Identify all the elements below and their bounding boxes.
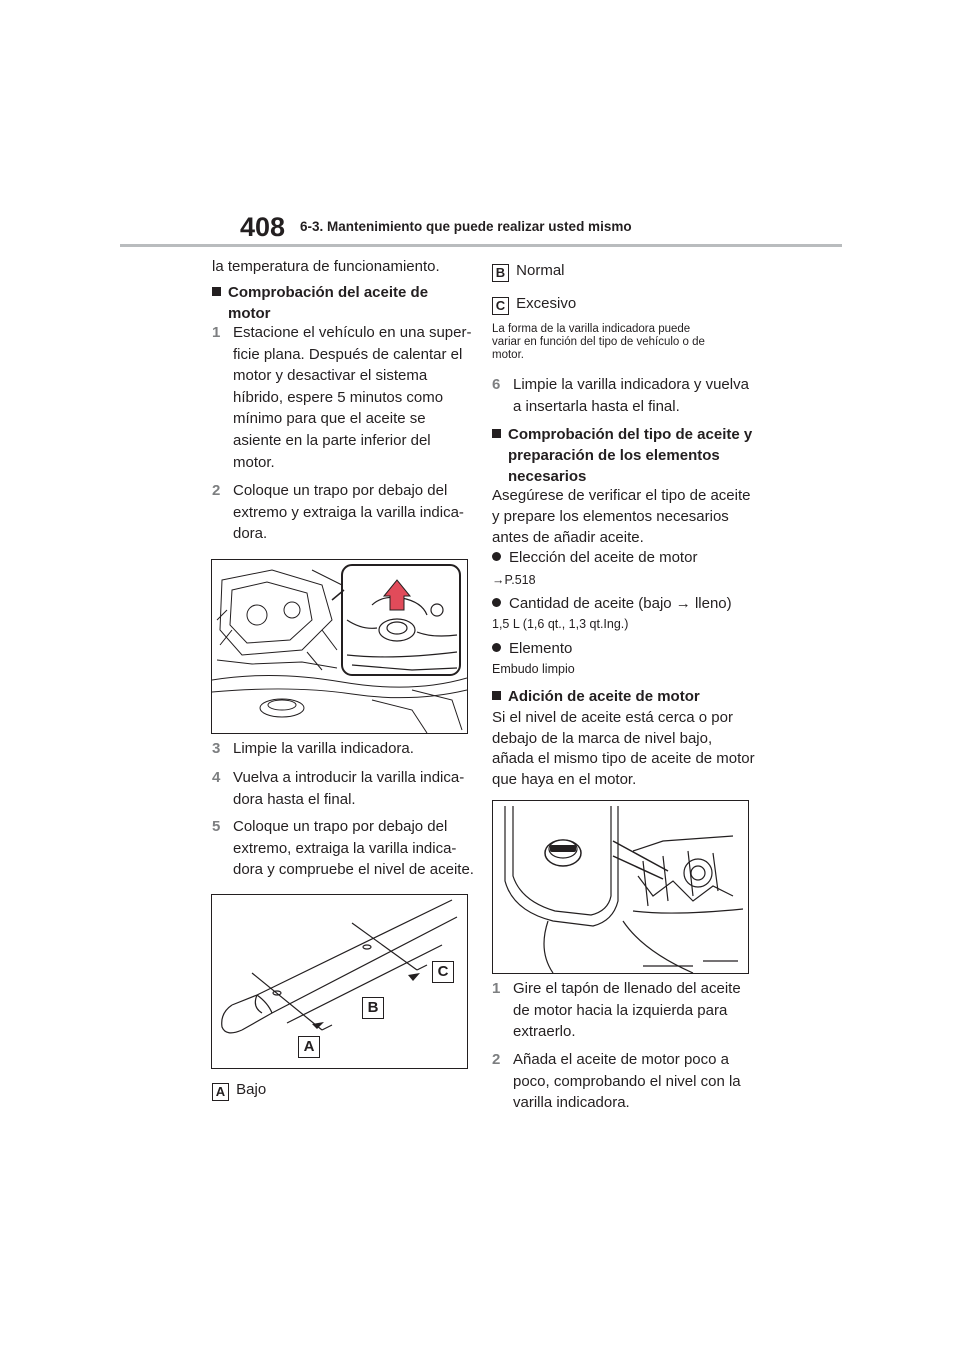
add-oil-paragraph xyxy=(492,708,757,790)
legend-text: Bajo xyxy=(236,1081,267,1098)
step-line: Vuelva a introducir la varilla indica- xyxy=(233,769,465,786)
paragraph-line: debajo de la marca de nivel bajo, xyxy=(492,729,713,747)
paragraph-line: que haya en el motor. xyxy=(492,770,637,788)
legend-text: Normal xyxy=(516,262,565,279)
legend-letter-box: A xyxy=(212,1083,229,1101)
heading-line: Adición de aceite de motor xyxy=(508,688,700,705)
paragraph-line: antes de añadir aceite. xyxy=(492,529,644,546)
step-line: Gire el tapón de llenado del aceite xyxy=(513,980,741,997)
step-number: 3 xyxy=(212,740,221,757)
page-reference-link[interactable]: →P.518 xyxy=(492,573,536,587)
round-bullet-icon xyxy=(492,598,501,607)
heading-oil-check xyxy=(212,282,462,324)
legend-c xyxy=(492,293,576,315)
heading-line: motor xyxy=(228,305,271,322)
step-line: Coloque un trapo por debajo del xyxy=(233,482,448,499)
note-line: La forma de la varilla indicadora puede xyxy=(492,323,691,335)
dipstick-label-c: C xyxy=(432,961,454,983)
step-3 xyxy=(212,738,472,759)
engine-bay-drawing xyxy=(212,560,467,733)
magnified-inset xyxy=(342,565,460,675)
step-line: Estacione el vehículo en una super- xyxy=(233,324,472,341)
note-line: motor. xyxy=(492,349,524,361)
bullet-item xyxy=(492,638,572,659)
step-number: 1 xyxy=(492,980,501,997)
filler-cap xyxy=(545,840,581,866)
step-line: Limpie la varilla indicadora. xyxy=(233,740,414,757)
legend-a xyxy=(212,1079,266,1101)
step-number: 6 xyxy=(492,376,501,393)
bullet-oil-quantity xyxy=(492,593,732,614)
section-title: 6-3. Mantenimiento que puede realizar usted mismo xyxy=(300,219,632,234)
step-line: motor. xyxy=(233,453,275,471)
filler-cap-drawing xyxy=(493,801,748,973)
bullet-oil-selection xyxy=(492,547,697,568)
dipstick-label-a: A xyxy=(298,1036,320,1058)
step-4 xyxy=(212,767,472,810)
legend-b xyxy=(492,260,565,282)
heading-line: Comprobación del tipo de aceite y xyxy=(508,426,753,443)
step-number: 2 xyxy=(492,1051,501,1068)
item-value: Embudo limpio xyxy=(492,662,575,676)
heading-add-oil xyxy=(492,686,700,707)
step-number: 2 xyxy=(212,482,221,499)
step-r2 xyxy=(492,1049,752,1114)
step-line: híbrido, espere 5 minutos como xyxy=(233,388,444,406)
dipstick-label-b: B xyxy=(362,997,384,1019)
page-number: 408 xyxy=(240,212,286,242)
heading-line: Comprobación del aceite de xyxy=(228,284,429,301)
bullet-text: Cantidad de aceite (bajo → lleno) xyxy=(509,595,732,612)
step-number: 1 xyxy=(212,324,221,341)
step-line: asiente en la parte inferior del xyxy=(233,431,431,449)
round-bullet-icon xyxy=(492,643,501,652)
step-line: mínimo para que el aceite se xyxy=(233,410,426,428)
step-2 xyxy=(212,480,472,545)
square-bullet-icon xyxy=(212,287,221,296)
step-line: ficie plana. Después de calentar el xyxy=(233,345,463,363)
dipstick-levels-illustration xyxy=(211,894,468,1069)
dipstick-drawing xyxy=(212,895,467,1068)
square-bullet-icon xyxy=(492,429,501,438)
paragraph-line: añada el mismo tipo de aceite de motor xyxy=(492,750,755,767)
step-line: Añada el aceite de motor poco a xyxy=(513,1051,729,1068)
dipstick-note xyxy=(492,323,752,362)
step-1 xyxy=(212,322,472,473)
round-bullet-icon xyxy=(492,552,501,561)
paragraph-line: Asegúrese de verificar el tipo de aceite xyxy=(492,487,751,504)
header-rule xyxy=(120,244,842,247)
heading-oil-type xyxy=(492,424,754,487)
heading-line: necesarios xyxy=(508,468,587,485)
oil-filler-cap-illustration xyxy=(492,800,749,974)
step-r1 xyxy=(492,978,752,1043)
paragraph-line: y prepare los elementos necesarios xyxy=(492,508,729,525)
step-line: Coloque un trapo por debajo del xyxy=(233,818,448,835)
step-line: motor y desactivar el sistema xyxy=(233,367,428,385)
step-line: Limpie la varilla indicadora y vuelva xyxy=(513,376,749,393)
step-5 xyxy=(212,816,477,881)
note-line: variar en función del tipo de vehículo o de xyxy=(492,336,705,348)
legend-letter-box: B xyxy=(492,264,509,282)
step-line: extremo, extraiga la varilla indica- xyxy=(233,839,457,857)
legend-text: Excesivo xyxy=(516,295,577,312)
step-line: de motor hacia la izquierda para xyxy=(513,1001,728,1019)
step-number: 4 xyxy=(212,769,221,786)
bullet-text: Elemento xyxy=(509,640,573,657)
step-line: dora hasta el final. xyxy=(233,790,356,808)
square-bullet-icon xyxy=(492,691,501,700)
intro-line: la temperatura de funcionamiento. xyxy=(212,258,440,275)
step-line: varilla indicadora. xyxy=(513,1094,630,1112)
step-line: dora y compruebe el nivel de aceite. xyxy=(233,861,474,879)
oil-quantity-value: 1,5 L (1,6 qt., 1,3 qt.Ing.) xyxy=(492,617,629,631)
bullet-text: Elección del aceite de motor xyxy=(509,549,698,566)
legend-letter-box: C xyxy=(492,297,509,315)
paragraph-line: Si el nivel de aceite está cerca o por xyxy=(492,709,733,726)
step-line: poco, comprobando el nivel con la xyxy=(513,1072,741,1090)
heading-line: preparación de los elementos xyxy=(508,447,720,464)
step-line: extraerlo. xyxy=(513,1023,576,1041)
engine-dipstick-illustration xyxy=(211,559,468,734)
step-6 xyxy=(492,374,752,417)
oil-type-paragraph xyxy=(492,485,757,548)
step-line: dora. xyxy=(233,525,268,543)
step-number: 5 xyxy=(212,818,221,835)
step-line: extremo y extraiga la varilla indica- xyxy=(233,503,464,521)
step-line: a insertarla hasta el final. xyxy=(513,397,680,415)
